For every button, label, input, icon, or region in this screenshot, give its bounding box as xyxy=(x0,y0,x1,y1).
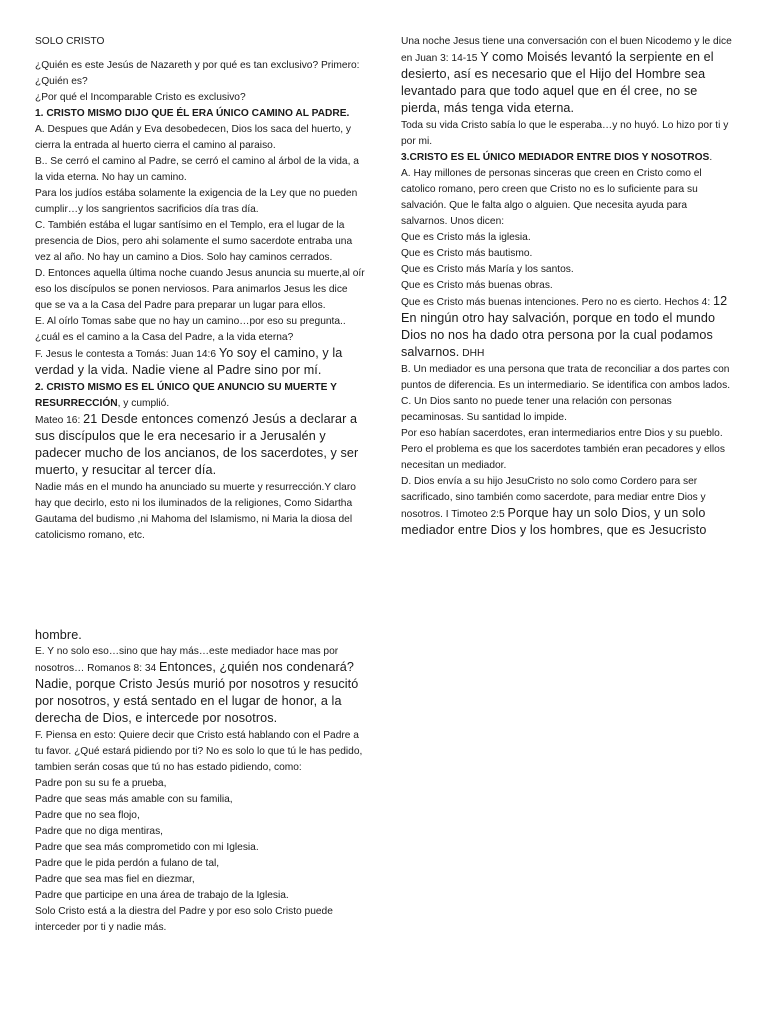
right-column xyxy=(401,34,733,540)
section-heading-2-end: , y cumplió. xyxy=(117,398,170,409)
paragraph-1d: D. Entonces aquella última noche cuando Jesus anuncia su muerte,al oír eso los discípulos se ponen nerviosos. Para animarlos Jesus les dice que se va a la Casa del Padre para preparar un lugar para ellos. xyxy=(35,268,365,311)
paragraph-1b2: Para los judíos estába solamente la exigencia de la Ley que no pueden cumplir…y los sangrientos sacrificios día tras día. xyxy=(35,188,358,215)
paragraph-toda: Toda su vida Cristo sabía lo que le esperaba…y no huyó. Lo hizo por ti y por mi. xyxy=(401,120,729,147)
intro-question: ¿Quién es este Jesús de Nazareth y por qué es tan exclusivo? Primero: ¿Quién es? xyxy=(35,60,360,87)
paragraph-3-hechos-verse: 12 En ningún otro hay salvación, porque en todo el mundo Dios no nos ha dado otra persona por la cual podamos salvarnos. xyxy=(401,294,728,359)
paragraph-3d-verse: Porque hay un solo Dios, y un solo mediador entre Dios y los hombres, que es Jesucristo xyxy=(401,506,707,537)
paragraph-3-por: Por eso habían sacerdotes, eran intermediarios entre Dios y su pueblo. Pero el problema es que los sacerdotes también eran pecadores y ellos necesitan un mediador. xyxy=(401,428,725,471)
paragraph-3f: F. Piensa en esto: Quiere decir que Cristo está hablando con el Padre a tu favor. ¿Qué estará pidiendo por ti? No es solo lo que tú le has pedido, tambien serán cosas que tú no has estado pidiendo, como: xyxy=(35,729,363,773)
paragraph-1b: B.. Se cerró el camino al Padre, se cerró el camino al árbol de la vida, a la vida eterna. No hay un camino. xyxy=(35,156,359,183)
list-item: Padre que no sea flojo, xyxy=(35,809,140,821)
paragraph-2-verse xyxy=(35,412,367,480)
paragraph-3c: C. Un Dios santo no puede tener una relación con personas pecaminosas. Su santidad lo impide. xyxy=(401,396,672,423)
list-item: Que es Cristo más buenas obras. xyxy=(401,280,553,291)
paragraph-1a: A. Despues que Adán y Eva desobedecen, Dios los saca del huerto, y cierra la entrada al huerto cierra el camino al paraiso. xyxy=(35,124,352,151)
paragraph-3-hechos-ref: Que es Cristo más buenas intenciones. Pero no es cierto. Hechos 4: xyxy=(401,297,714,308)
paragraph-3b: B. Un mediador es una persona que trata de reconciliar a dos partes con puntos de diferencia. Es un intermediario. Se identifica con ambos lados. xyxy=(401,364,731,391)
section-heading-3 xyxy=(401,150,733,166)
list-item: Padre que sea más comprometido con mi Iglesia. xyxy=(35,841,259,853)
closing-paragraph: Solo Cristo está a la diestra del Padre y por eso solo Cristo puede interceder por ti y nadie más. xyxy=(35,905,333,933)
list-item: Padre que no diga mentiras, xyxy=(35,825,163,837)
list-item: Padre que le pida perdón a fulano de tal, xyxy=(35,857,220,869)
list-item: Padre que participe en una área de trabajo de la Iglesia. xyxy=(35,889,289,901)
left-column xyxy=(35,34,367,544)
list-item: Padre que sea mas fiel en diezmar, xyxy=(35,873,195,885)
list-item: Que es Cristo más la iglesia. xyxy=(401,232,531,243)
paragraph-3e-ref: E. Y no solo eso…sino que hay más…este mediador hace mas por nosotros… Romanos 8: 34 xyxy=(35,645,339,674)
list-item: Que es Cristo más María y los santos. xyxy=(401,264,574,275)
paragraph-nicodemo xyxy=(401,34,733,118)
section-heading-1-text: 1. CRISTO MISMO DIJO QUE ÉL ERA ÚNICO CAMINO AL PADRE xyxy=(35,108,347,119)
paragraph-1e: E. Al oírlo Tomas sabe que no hay un camino…por eso su pregunta.. ¿cuál es el camino a la Casa del Padre, a la vida eterna? xyxy=(35,316,346,343)
paragraph-1c: C. También estába el lugar santísimo en el Templo, era el lugar de la presencia de Dios, pero ahi solamente el sumo sacerdote entraba una vez al año. No hay un camino a Dios. Solo hay caminos cerrados. xyxy=(35,220,353,263)
section-heading-3-text: 3.CRISTO ES EL ÚNICO MEDIADOR ENTRE DIOS Y NOSOTROS xyxy=(401,152,710,163)
section-heading-1-end: . xyxy=(346,108,350,119)
bottom-column xyxy=(35,628,367,936)
paragraph-3d-ref: D. Dios envía a su hijo JesuCristo no solo como Cordero para ser sacrificado, sino también como sacerdote, para mediar entre Dios y nosotros. I Timoteo 2:5 xyxy=(401,476,706,520)
paragraph-1f-ref: F. Jesus le contesta a Tomás: Juan 14:6 xyxy=(35,349,219,360)
paragraph-3a: A. Hay millones de personas sinceras que creen en Cristo como el catolico romano, pero creen que Cristo no es lo suficiente para su salvación. Que le falta algo o alguien. Que necesita ayuda para salvarnos. Unos dicen: xyxy=(401,168,702,227)
paragraph-3d xyxy=(401,474,733,540)
paragraph-1f-verse: Yo soy el camino, y la verdad y la vida. Nadie viene al Padre sino por mí. xyxy=(35,346,343,377)
section-heading-2 xyxy=(35,380,367,412)
paragraph-2-ref: Mateo 16: xyxy=(35,415,84,426)
section-heading-3-end: . xyxy=(709,152,713,163)
paragraph-3e-verse: Entonces, ¿quién nos condenará? Nadie, porque Cristo Jesús murió por nosotros y resucitó por nosotros, y está sentado en el lugar de honor, a la derecha de Dios, e intercede por nosotros. xyxy=(35,659,359,725)
paragraph-3-hechos-version: DHH xyxy=(459,348,485,359)
section-heading-2-text: 2. CRISTO MISMO ES EL ÚNICO QUE ANUNCIO SU MUERTE Y RESURRECCIÓN xyxy=(35,382,337,409)
list-item: Padre pon su su fe a prueba, xyxy=(35,777,167,789)
paragraph-3-hechos xyxy=(401,294,733,362)
continuation-word: hombre. xyxy=(35,628,82,642)
paragraph-3e xyxy=(35,644,367,728)
list-item: Que es Cristo más bautismo. xyxy=(401,248,533,259)
list-item: Padre que seas más amable con su familia, xyxy=(35,793,233,805)
document-title: SOLO CRISTO xyxy=(35,36,105,47)
paragraph-2-nadie: Nadie más en el mundo ha anunciado su muerte y resurrección.Y claro hay que decirlo, esto ni los iluminados de la religiones, Como Sidartha Gautama del budismo ,ni Mahoma del Islamismo, ni Maria la diosa del catolicismo romano, etc. xyxy=(35,482,356,541)
paragraph-2-verse-text: 21 Desde entonces comenzó Jesús a declarar a sus discípulos que le era necesario ir a Jerusalén y padecer mucho de los ancianos, de los sacerdotes, y ser muerto, y resucitar al tercer día. xyxy=(35,412,359,477)
intro-question-2: ¿Por qué el Incomparable Cristo es exclusivo? xyxy=(35,92,246,103)
section-heading-1 xyxy=(35,106,367,122)
paragraph-nicodemo-ref: Una noche Jesus tiene una conversación con el buen Nicodemo y le dice en Juan 3: 14-15 xyxy=(401,36,732,64)
paragraph-nicodemo-verse: Y como Moisés levantó la serpiente en el desierto, así es necesario que el Hijo del Hombre sea levantado para que todo aquel que en él cree, no se pierda, más tenga vida eterna. xyxy=(401,50,714,115)
paragraph-1f xyxy=(35,346,367,380)
